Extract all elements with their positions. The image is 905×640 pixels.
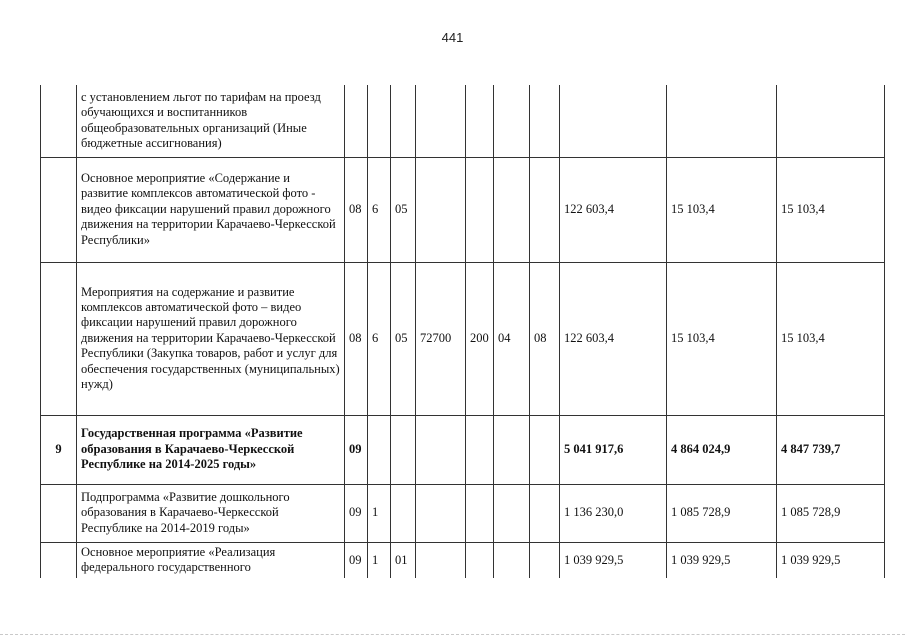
code-subprogram: 6 [368,262,391,415]
row-number [41,484,77,542]
amount-year-2 [667,85,777,157]
table-row [41,484,885,542]
row-number [41,157,77,262]
code-direction [416,85,466,157]
table-row [41,542,885,578]
table-row [41,157,885,262]
row-name: Мероприятия на содержание и развитие комплексов автоматической фото – видео фиксации нарушений правил дорожного движения на территории Карачаево-Черкесской Республики (Закупка товаров, работ и услуг для обеспечения государственных (муниципальных) нужд) [77,262,345,415]
amount-year-1: 1 039 929,5 [560,542,667,578]
code-program: 09 [345,415,368,484]
row-name: с установлением льгот по тарифам на проезд обучающихся и воспитанников общеобразовательных организаций (Иные бюджетные ассигнования) [77,85,345,157]
code-activity: 01 [391,542,416,578]
code-subprogram: 1 [368,542,391,578]
code-program: 08 [345,157,368,262]
code-section [494,85,530,157]
row-number [41,542,77,578]
table-row [41,85,885,157]
code-subsection [530,415,560,484]
amount-year-2: 1 039 929,5 [667,542,777,578]
code-subprogram [368,85,391,157]
amount-year-1: 122 603,4 [560,262,667,415]
amount-year-2: 15 103,4 [667,157,777,262]
amount-year-1: 5 041 917,6 [560,415,667,484]
code-subprogram [368,415,391,484]
code-program [345,85,368,157]
code-program: 09 [345,484,368,542]
row-name: Государственная программа «Развитие образования в Карачаево-Черкесской Республике на 2014-2025 годы» [77,415,345,484]
code-direction [416,157,466,262]
table-row [41,415,885,484]
code-direction [416,484,466,542]
code-expense-type [466,157,494,262]
row-name: Основное мероприятие «Содержание и развитие комплексов автоматической фото - видео фиксации нарушений правил дорожного движения на территории Карачаево-Черкесской Республики» [77,157,345,262]
table-row [41,262,885,415]
row-number [41,262,77,415]
code-section [494,415,530,484]
code-section: 04 [494,262,530,415]
amount-year-1: 1 136 230,0 [560,484,667,542]
code-activity: 05 [391,157,416,262]
amount-year-3: 15 103,4 [777,262,885,415]
code-subsection [530,484,560,542]
amount-year-3: 1 039 929,5 [777,542,885,578]
code-activity [391,484,416,542]
budget-table [40,85,885,578]
amount-year-2: 1 085 728,9 [667,484,777,542]
code-subsection [530,85,560,157]
code-direction [416,415,466,484]
amount-year-2: 4 864 024,9 [667,415,777,484]
row-name: Основное мероприятие «Реализация федерального государственного [77,542,345,578]
code-subsection: 08 [530,262,560,415]
row-name: Подпрограмма «Развитие дошкольного образования в Карачаево-Черкесской Республике на 2014-2019 годы» [77,484,345,542]
code-expense-type [466,85,494,157]
amount-year-3 [777,85,885,157]
amount-year-3: 15 103,4 [777,157,885,262]
code-program: 09 [345,542,368,578]
code-expense-type [466,415,494,484]
code-activity: 05 [391,262,416,415]
code-subsection [530,157,560,262]
budget-table-body [41,85,885,578]
amount-year-1: 122 603,4 [560,157,667,262]
page-number: 441 [441,30,464,45]
code-direction: 72700 [416,262,466,415]
amount-year-2: 15 103,4 [667,262,777,415]
code-section [494,542,530,578]
amount-year-3: 1 085 728,9 [777,484,885,542]
code-direction [416,542,466,578]
scan-artifact-line [0,634,905,635]
code-expense-type: 200 [466,262,494,415]
code-expense-type [466,484,494,542]
row-number [41,85,77,157]
code-activity [391,85,416,157]
amount-year-3: 4 847 739,7 [777,415,885,484]
code-subprogram: 1 [368,484,391,542]
row-number: 9 [41,415,77,484]
amount-year-1 [560,85,667,157]
code-subprogram: 6 [368,157,391,262]
code-program: 08 [345,262,368,415]
code-subsection [530,542,560,578]
code-activity [391,415,416,484]
code-section [494,157,530,262]
code-expense-type [466,542,494,578]
code-section [494,484,530,542]
